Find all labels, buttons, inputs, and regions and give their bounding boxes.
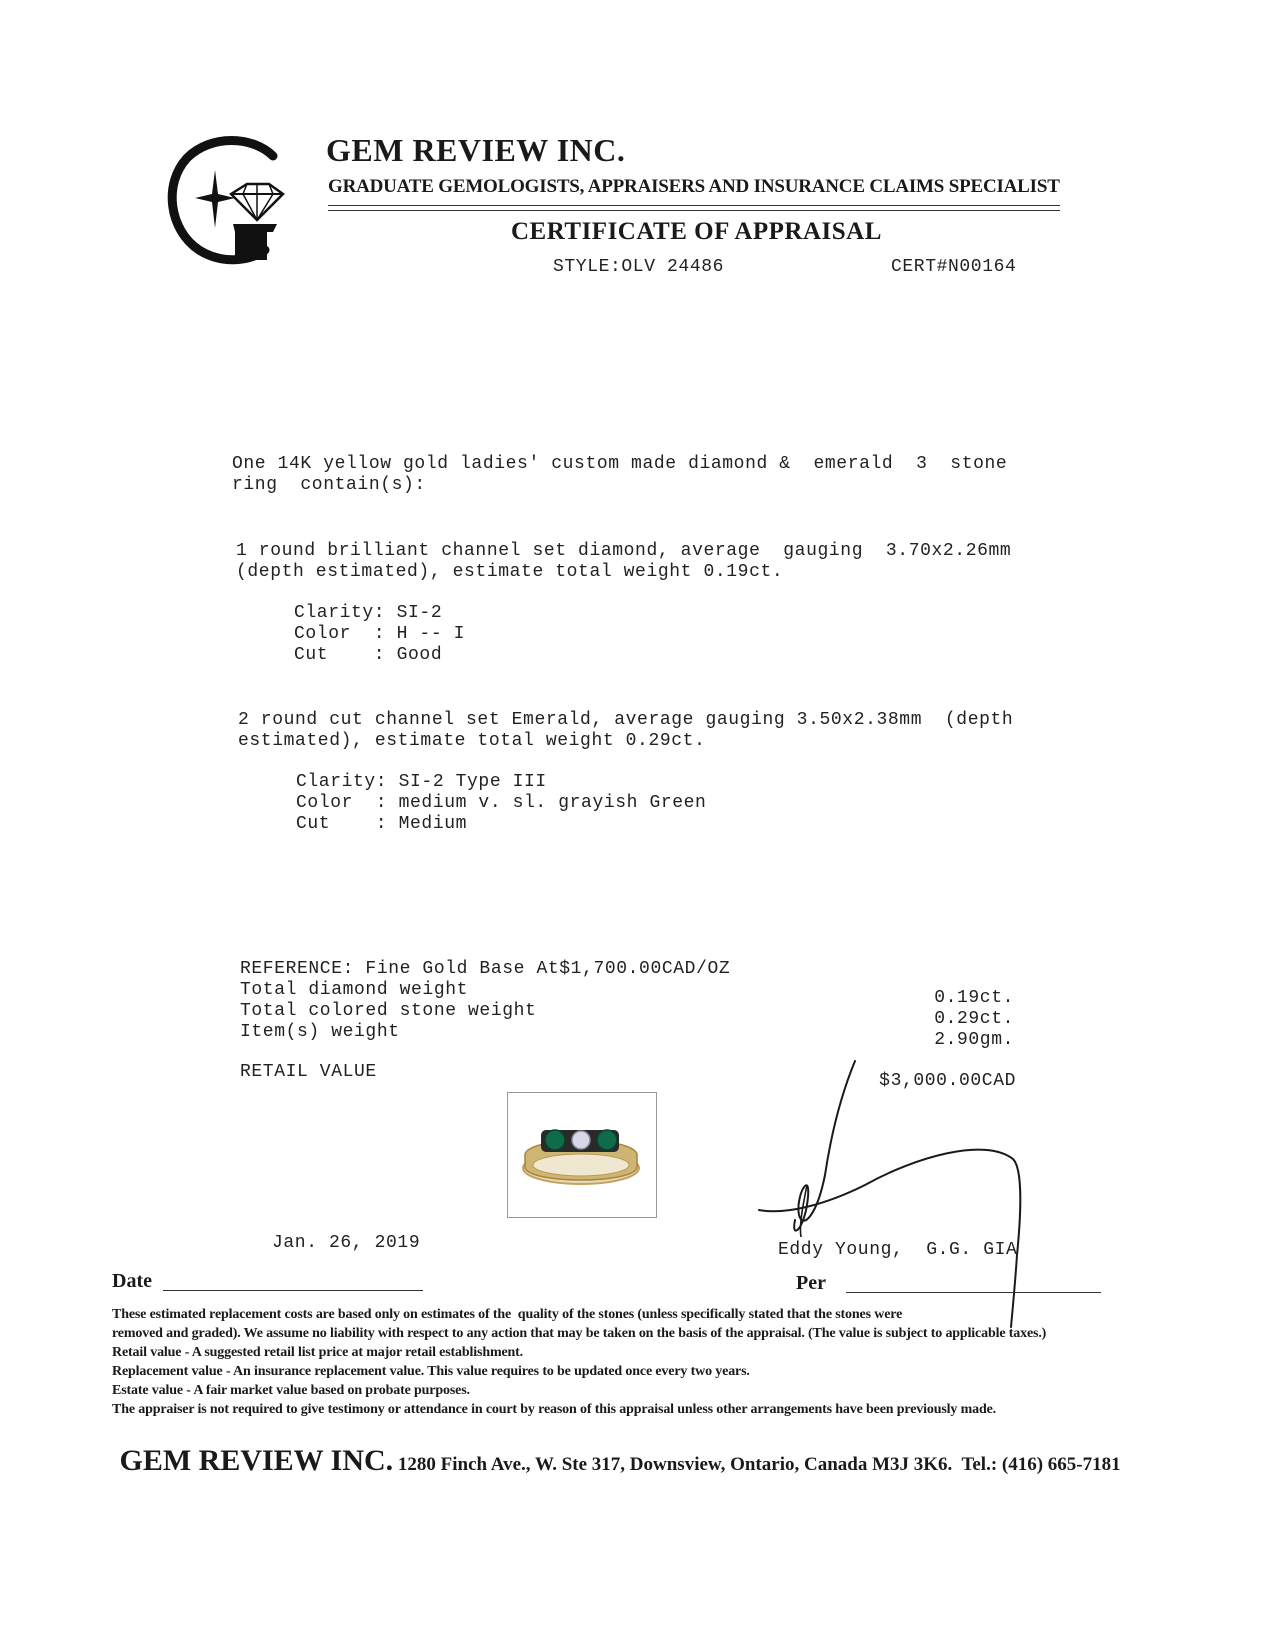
per-label: Per bbox=[796, 1272, 826, 1294]
diamond-stone-icon bbox=[572, 1131, 590, 1149]
reference-row-label: Item(s) weight bbox=[240, 1022, 400, 1042]
disclaimer-line: The appraiser is not required to give testimony or attendance in court by reason of this appraisal unless other arrangements have been previously made. bbox=[112, 1402, 996, 1417]
disclaimer-line: These estimated replacement costs are based only on estimates of the quality of the stones (unless specifically stated that the stones were bbox=[112, 1307, 903, 1322]
reference-line: REFERENCE: Fine Gold Base At$1,700.00CAD/OZ bbox=[240, 959, 731, 979]
diamond-cut: Cut : Good bbox=[294, 645, 443, 665]
diamond-line-1: 1 round brilliant channel set diamond, average gauging 3.70x2.26mm bbox=[236, 541, 1012, 561]
header-rule-top bbox=[328, 205, 1060, 206]
footer-company-name: GEM REVIEW INC. bbox=[119, 1444, 394, 1477]
logo-g-stem-icon bbox=[233, 224, 277, 260]
diamond-line-2: (depth estimated), estimate total weight 0.19ct. bbox=[236, 562, 784, 582]
header-rule-bottom bbox=[328, 210, 1060, 211]
logo-diamond-icon bbox=[231, 184, 283, 220]
reference-row-label: Total diamond weight bbox=[240, 980, 469, 1000]
style-number: STYLE:OLV 24486 bbox=[553, 257, 725, 277]
disclaimer-line: Estate value - A fair market value based on probate purposes. bbox=[112, 1383, 470, 1398]
reference-row-value: 2.90gm. bbox=[934, 1030, 1014, 1050]
emerald-clarity: Clarity: SI-2 Type III bbox=[296, 772, 547, 792]
appraisal-date: Jan. 26, 2019 bbox=[272, 1233, 421, 1253]
per-line bbox=[846, 1292, 1101, 1293]
cert-number: CERT#N00164 bbox=[891, 257, 1017, 277]
reference-row-value: 0.29ct. bbox=[934, 1009, 1014, 1029]
emerald-line-2: estimated), estimate total weight 0.29ct. bbox=[238, 731, 706, 751]
footer-address-line bbox=[110, 1422, 1121, 1478]
emerald-cut: Cut : Medium bbox=[296, 814, 468, 834]
emerald-color: Color : medium v. sl. grayish Green bbox=[296, 793, 707, 813]
diamond-color: Color : H -- I bbox=[294, 624, 466, 644]
disclaimer-line: Replacement value - An insurance replacement value. This value requires to be updated once every two years. bbox=[112, 1364, 750, 1379]
reference-row-value: 0.19ct. bbox=[934, 988, 1014, 1008]
retail-value-label: RETAIL VALUE bbox=[240, 1062, 377, 1082]
emerald-stone-icon bbox=[597, 1130, 617, 1150]
diamond-clarity: Clarity: SI-2 bbox=[294, 603, 443, 623]
description-line-1: One 14K yellow gold ladies' custom made diamond & emerald 3 stone bbox=[232, 454, 1008, 474]
description-line-2: ring contain(s): bbox=[232, 475, 426, 495]
company-tagline: GRADUATE GEMOLOGISTS, APPRAISERS AND INSURANCE CLAIMS SPECIALIST bbox=[328, 176, 1060, 197]
disclaimer-line: Retail value - A suggested retail list price at major retail establishment. bbox=[112, 1345, 524, 1360]
date-line bbox=[163, 1290, 423, 1291]
gem-review-logo bbox=[165, 132, 290, 272]
ring-photo bbox=[507, 1092, 657, 1218]
footer-address: 1280 Finch Ave., W. Ste 317, Downsview, Ontario, Canada M3J 3K6. Tel.: (416) 665-7181 bbox=[393, 1454, 1121, 1475]
emerald-line-1: 2 round cut channel set Emerald, average gauging 3.50x2.38mm (depth bbox=[238, 710, 1014, 730]
reference-row-label: Total colored stone weight bbox=[240, 1001, 537, 1021]
emerald-stone-icon bbox=[545, 1130, 565, 1150]
document-title: CERTIFICATE OF APPRAISAL bbox=[511, 218, 882, 245]
disclaimer-line: removed and graded). We assume no liability with respect to any action that may be taken on the basis of the appraisal. (The value is subject to applicable taxes.) bbox=[112, 1326, 1047, 1341]
retail-value-amount: $3,000.00CAD bbox=[879, 1071, 1016, 1091]
date-label: Date bbox=[112, 1270, 152, 1292]
logo-sparkle-icon bbox=[195, 170, 235, 228]
appraiser-name: Eddy Young, G.G. GIA bbox=[778, 1240, 1018, 1260]
company-name: GEM REVIEW INC. bbox=[326, 132, 626, 168]
